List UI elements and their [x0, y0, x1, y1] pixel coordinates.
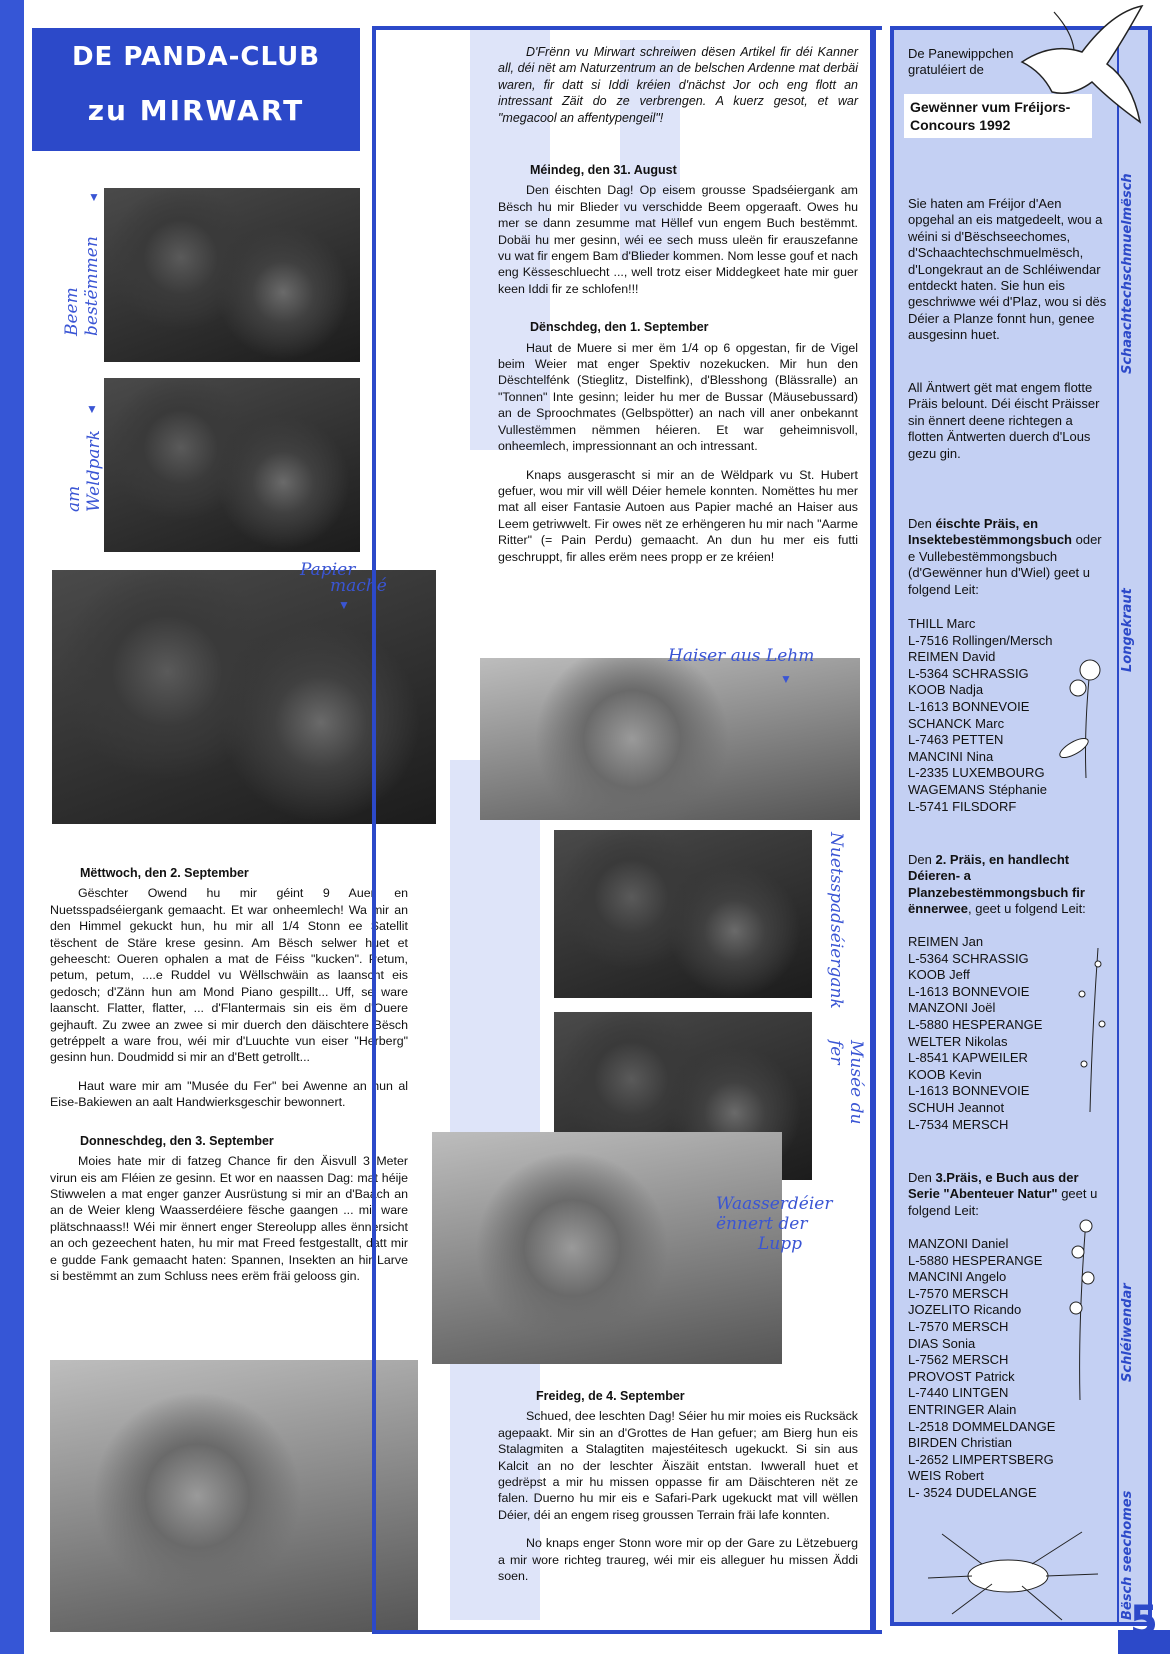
winner-line: ENTRINGER Alain — [908, 1401, 1017, 1417]
text-mettwoch-1: Gëschter Owend hu mir géint 9 Auer en Nuetsspadséiergank gemaacht. Et war onheemlech! Wa mir an den Himmel gekuckt hun, hu mir all 1/4 Stonn ee Satellit tëschent de Stäre krese gesinn. Am Bësch selwer huet et geheescht: Oueren ophalen a mat de Féiss "kucken". Petum, petum, petum, ....e Ruddel vu Wëllschwäin as laanscht eis gedosch; d'Zänn hun am Mond Piano gespillt... Uff, se ware laanscht. Flatter, flatter, ... d'Flantermais sin eis ëm d'Ouere gejhauft. Zu zwee an zwee si mir duerch den däischtere Bësch getréppelt a ware frou, wéi mir d'Luuchte vun eiser "Herberg" gesinn hun. Doudmidd si mir an d'Bett getrollt... — [50, 886, 408, 1065]
prize-2-c: , geet u folgend Leit: — [967, 901, 1086, 917]
winner-line: L-7440 LINTGEN — [908, 1385, 1009, 1401]
winner-line: L-8541 KAPWEILER — [908, 1050, 1028, 1066]
longekraut-plant-icon — [1056, 648, 1116, 780]
winner-line: L-5364 SCHRASSIG — [908, 665, 1029, 681]
left-border-strip — [0, 0, 24, 1654]
winner-line: KOOB Kevin — [908, 1066, 982, 1082]
winner-line: DIAS Sonia — [908, 1335, 976, 1351]
winner-line: L-7463 PETTEN — [908, 732, 1004, 748]
label-longekraut: Longekraut — [1120, 588, 1135, 672]
text-denschdeg-2: Knaps ausgerascht si mir an de Wëldpark vu St. Hubert gefuer, wou mir vill wëll Déier hemele konnten. Nomëttes hu mer mat all eiser Fantasie Autoen aus Papier maché an Haiser aus Leem getriwwelt. Fir owes nët ze erhëngeren hu mir nach "Aarme Ritter" (= Pain Perdu) gemaacht. An dun hu mer eis futti geschruppt, fir alles erëm nees propp er ze kréien! — [498, 467, 858, 564]
beetle-icon — [922, 1524, 1102, 1624]
title-block — [32, 28, 360, 151]
prize-3-c: geet u folgend Leit: — [908, 1186, 1098, 1218]
prize-1-text — [908, 516, 1108, 598]
caption-waasser-1: Waasserdéier — [716, 1194, 833, 1214]
winner-line: KOOB Jeff — [908, 967, 970, 983]
winner-line: L- 3524 DUDELANGE — [908, 1484, 1037, 1500]
section-mettwoch — [50, 865, 408, 1284]
schleiwendar-flower-icon — [1056, 1212, 1112, 1402]
prize-3-a: Den — [908, 1170, 936, 1185]
heading-denschdeg: Dënschdeg, den 1. September — [530, 320, 709, 335]
winner-line: PROVOST Patrick — [908, 1368, 1015, 1384]
prize-3-b: 3.Präis, e Buch aus der Serie "Abenteuer Natur" — [908, 1170, 1079, 1202]
winner-line: MANCINI Nina — [908, 748, 994, 764]
label-besch-seechomes: Bësch seechomes — [1120, 1490, 1135, 1620]
winner-line: MANZONI Daniel — [908, 1236, 1009, 1251]
prize-1-b: éischte Präis, en Insektebestëmmongsbuch — [908, 516, 1072, 548]
winner-line: KOOB Nadja — [908, 682, 984, 698]
winner-line: L-7516 Rollingen/Mersch — [908, 632, 1053, 648]
winner-line: WAGEMANS Stéphanie — [908, 781, 1047, 797]
label-schaacht: Schaachtechschmuelmësch — [1120, 173, 1135, 374]
caption-haiser: Haiser aus Lehm — [668, 646, 815, 666]
winner-line: L-1613 BONNEVOIE — [908, 698, 1030, 714]
heading-donneschdeg: Donneschdeg, den 3. September — [80, 1133, 274, 1148]
winner-line: L-5364 SCHRASSIG — [908, 950, 1029, 966]
winner-line: L-7570 MERSCH — [908, 1285, 1009, 1301]
text-mettwoch-2: Haut ware mir am "Musée du Fer" bei Awenne an hun al Eise-Bakiewen an aalt Handwierksgeschir bewonnert. — [50, 1078, 408, 1110]
winner-line: L-1613 BONNEVOIE — [908, 983, 1030, 999]
caption-papier: Papier — [300, 560, 356, 580]
right-header-1: De Panewippchen gratuléiert de — [908, 46, 1014, 78]
winner-line: SCHUH Jeannot — [908, 1099, 1005, 1115]
arrow-icon: ▼ — [338, 598, 350, 612]
winner-line: L-2518 DOMMELDANGE — [908, 1418, 1056, 1434]
prize-2-b: 2. Präis, en handlecht Déieren- a Planzebestëmmongsbuch fir ënnerwee — [908, 852, 1085, 917]
prize-1-c: oder e Vullebestëmmongsbuch (d'Gewënner hun d'Wiel) geet u folgend Leit: — [908, 532, 1102, 597]
photo-night-walk — [554, 830, 812, 998]
winner-line: L-2335 LUXEMBOURG — [908, 765, 1045, 781]
winner-line: WEIS Robert — [908, 1468, 984, 1484]
winner-line: SCHANCK Marc — [908, 715, 1005, 731]
text-freideg-2: No knaps enger Stonn wore mir op der Gare zu Lëtzebuerg a mir wore richteg traureg, wéi mir eis alleguer hu missen Äddi soen. — [498, 1536, 858, 1584]
section-freideg — [498, 1388, 858, 1584]
text-denschdeg-1: Haut de Muere si mer ëm 1/4 op 6 opgestan, fir de Vigel beim Weier mat enger Spektiv nozekucken. Mir hun den Dëschtelfénk (Stieglitz, Distelfink), d'Blesshong (Blässralle) an "Tonnen" Inte gesinn; leider hu mer de Bussar (Mäusebussard) an de Sproochmates (Gelbspötter) an nach vill aner onbekannt Vullestëmmen nëmmen héieren. Et war geheimnisvoll, onheemlech, impressionnant an och intressant. — [498, 340, 858, 454]
winner-line: L-1613 BONNEVOIE — [908, 1083, 1030, 1099]
prize-1-a: Den — [908, 516, 936, 531]
intro-text: D'Frënn vu Mirwart schreiwen dësen Artikel fir déi Kanner all, déi nët am Naturzentrum an de belschen Ardenne mat derbäi waren, fir datt si Iddi kréien d'nächst Jor och eng flott an intressant Zäit do ze verbrengen. A kuerz gesot, et war "megacool an affentypengeil"! — [498, 45, 858, 125]
winner-line: L-5880 HESPERANGE — [908, 1016, 1043, 1032]
label-schleiwendar: Schléiwendar — [1120, 1283, 1135, 1382]
winner-line: THILL Marc — [908, 616, 976, 631]
title-line-2: zu MIRWART — [87, 94, 305, 127]
arrow-icon: ▼ — [780, 672, 792, 686]
title-line-1: DE PANDA-CLUB — [71, 42, 321, 72]
caption-nuetsspad: Nuetsspadséiergank — [826, 832, 846, 1009]
intro-text-box — [498, 44, 858, 126]
arrow-icon: ▼ — [88, 190, 100, 204]
caption-waasser-3: Lupp — [758, 1234, 803, 1254]
winner-line: REIMEN Jan — [908, 934, 984, 949]
photo-leaf-identification — [104, 188, 360, 362]
text-freideg-1: Schued, dee leschten Dag! Séier hu mir moies eis Rucksäck agepaakt. Mir sin an d'Grottes de Han gefuer; am Bierg hun eis Stalagmiten a Stalagtiten majestéitesch ugekuckt. Si sin aus Kalcit an no der leschter Äiszäit entstan. Iwwerall huet et gedrëpst a mir hu missen oppasse fir am Däischteren nët ze falen. Duerno hu mir eis e Safari-Park ugekuckt mat vill wëllen Déier, déi an engem riseg groussen Terrain fräi lafe konnten. — [498, 1409, 858, 1522]
page-number: 5 — [1130, 1598, 1158, 1644]
photo-group — [50, 1360, 418, 1632]
center-frame-border — [870, 26, 876, 1630]
photo-clay-houses — [480, 658, 860, 820]
arrow-icon: ▼ — [86, 402, 98, 416]
prize-2-text — [908, 852, 1108, 918]
winner-line: BIRDEN Christian — [908, 1435, 1013, 1451]
caption-mache: maché — [330, 576, 387, 596]
caption-musee: Musée du fer — [826, 1040, 866, 1125]
right-header-2: Gewënner vum Fréijors-Concours 1992 — [904, 94, 1092, 138]
right-intro: Sie haten am Fréijor d'Aen opgehal an eis matgedeelt, wou a wéini si d'Bëschseechomes, d'Schaachtechschmuelmësch, d'Longekraut an de Schléiwendar entdeckt haten. Sie hun eis geschriwwe wéi d'Plaz, wou si dës Déier a Planze fonnt hun, genee ausgesinn huet. — [908, 196, 1107, 343]
winner-line: MANZONI Joël — [908, 1000, 996, 1016]
winner-line: MANCINI Angelo — [908, 1269, 1007, 1285]
heading-freideg: Freideg, de 4. September — [536, 1389, 685, 1403]
winner-line: L-7562 MERSCH — [908, 1352, 1009, 1368]
winner-line: JOZELITO Ricando — [908, 1302, 1022, 1318]
heading-mettwoch: Mëttwoch, den 2. September — [80, 866, 249, 880]
caption-weldpark: am Weldpark — [64, 430, 104, 512]
prize-2-a: Den — [908, 852, 936, 867]
heading-meindeg: Méindeg, den 31. August — [530, 163, 677, 177]
winner-line: L-7570 MERSCH — [908, 1318, 1009, 1334]
photo-stereo-microscope — [432, 1132, 782, 1364]
schleiwendar-branch-icon — [1070, 944, 1114, 1114]
winner-line: L-5741 FILSDORF — [908, 798, 1017, 814]
winner-line: L-5880 HESPERANGE — [908, 1252, 1043, 1268]
caption-beem: Beem bestëmmen — [62, 236, 102, 336]
text-donneschdeg: Moies hate mir di fatzeg Chance fir den Äisvull 3 Meter virun eis am Fléien ze gesinn. Et wor en naassen Dag: mat héije Stiwwelen a mat enger ganzer Ausrüstung si mir an d'Baach an an de Weier kleng Waasserdéiere fësche gaangen ... mir ware plätschnaass!! Wéi mir ënnert enger Stereolupp alles ënnersicht an och gezeechent haten, hu mir mat Freed festgestallt, datt mir e gudde Fank gemaacht haten: Spannen, Insekten an hir Larve si bestëmmt an zum Schluss nees erëm fräi gelooss gin. — [50, 1154, 408, 1283]
caption-waasser-2: ënnert der — [716, 1214, 808, 1234]
winner-line: WELTER Nikolas — [908, 1033, 1008, 1049]
winner-line: L-2652 LIMPERTSBERG — [908, 1451, 1054, 1467]
winner-line: L-7534 MERSCH — [908, 1116, 1009, 1132]
winner-line: REIMEN David — [908, 649, 996, 665]
right-reward: All Äntwert gët mat engem flotte Präis belount. Déi éischt Präisser sin ënnert deene richtegen a flotten Äntwerten duerch d'Lous gezu gin. — [908, 380, 1100, 461]
text-meindeg: Den éischten Dag! Op eisem grousse Spadséiergank am Bësch hu mir Blieder vu verschidde Beem opgeraaft. Owes hu mer se dann zesumme mat Hëllef vun engem Buch bestëmmt. Dobäi hu mer gesinn, wéi ee sech muss uleën fir erauszefanne vu wat fir engem Bam d'Blieder kommen. Nom lesse gouf et nach eng Kësseschluecht ..., well trotz eiser Middegkeet hate mir guer keen Iddi fir ze schlofen!!! — [498, 183, 858, 296]
photo-wildpark — [104, 378, 360, 552]
section-meindeg — [498, 162, 858, 565]
